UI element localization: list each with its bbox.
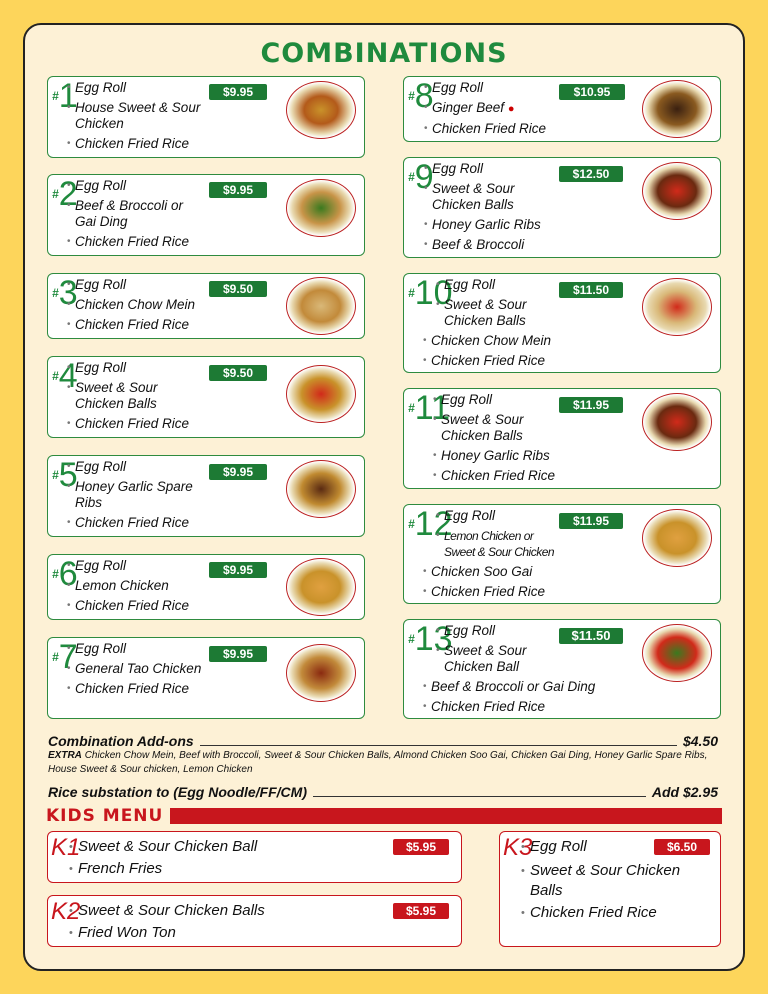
kids-card-k3 <box>499 831 721 947</box>
combo-item: • Ginger Beef ● <box>432 100 572 117</box>
combo-item: • Egg Roll <box>441 392 561 408</box>
price-badge: $9.95 <box>209 646 267 662</box>
combo-item: • Egg Roll <box>75 459 205 475</box>
combo-number: 10 <box>414 274 453 312</box>
kids-price-badge: $5.95 <box>393 903 449 919</box>
combo-item: • Egg Roll <box>75 178 205 194</box>
price-badge: $10.95 <box>559 84 625 100</box>
food-photo <box>642 278 712 336</box>
combo-item: • Sweet & Sour Chicken Balls <box>444 297 564 329</box>
kids-number: K1 <box>51 834 81 861</box>
combo-number: 5 <box>58 456 78 494</box>
combo-number: 12 <box>414 505 453 543</box>
combo-card-5: #5 • Egg Roll • Honey Garlic Spare Ribs • Chicken Fried Rice $9.95 <box>47 455 365 537</box>
food-photo <box>286 365 356 423</box>
combo-item: • Honey Garlic Ribs <box>432 217 552 233</box>
combo-item: • Beef & Broccoli or Gai Ding <box>75 198 205 230</box>
combo-card-7: #7 • Egg Roll • General Tao Chicken • Chicken Fried Rice $9.95 <box>47 637 365 719</box>
food-photo <box>642 509 712 567</box>
kids-card-k1 <box>47 831 462 883</box>
price-badge: $9.50 <box>209 281 267 297</box>
combo-item: • General Tao Chicken <box>75 661 205 677</box>
combo-item: • Lemon Chicken or Sweet & Sour Chicken <box>444 528 564 560</box>
combo-item: • Chicken Fried Rice <box>431 699 564 715</box>
combo-item: • Egg Roll <box>75 558 215 574</box>
kids-price-badge: $5.95 <box>393 839 449 855</box>
combo-card-12: #12 • Egg Roll • Lemon Chicken or Sweet & Sour Chicken • Chicken Soo Gai • Chicken Fried Rice $11.95 <box>403 504 721 604</box>
price-badge: $9.95 <box>209 84 267 100</box>
combo-item: • Egg Roll <box>75 277 215 293</box>
combo-number: 6 <box>58 555 78 593</box>
combo-item: • Chicken Fried Rice <box>431 353 564 369</box>
addons-label: Combination Add-ons <box>48 733 194 749</box>
addons-price: $4.50 <box>682 733 718 749</box>
combo-card-13: #13 • Egg Roll • Sweet & Sour Chicken Ball • Beef & Broccoli or Gai Ding • Chicken Fried Rice $11.50 <box>403 619 721 719</box>
combo-number: 11 <box>414 389 450 427</box>
combo-item: • Egg Roll <box>432 161 552 177</box>
combo-item: • Sweet & Sour Chicken Ball <box>444 643 564 675</box>
food-photo <box>642 162 712 220</box>
combo-card-4: #4 • Egg Roll • Sweet & Sour Chicken Balls • Chicken Fried Rice $9.50 <box>47 356 365 438</box>
food-photo <box>286 460 356 518</box>
combo-item: • Beef & Broccoli or Gai Ding <box>431 679 611 695</box>
combo-card-2: #2 • Egg Roll • Beef & Broccoli or Gai Ding • Chicken Fried Rice $9.95 <box>47 174 365 256</box>
food-photo <box>642 80 712 138</box>
combo-item: • Chicken Fried Rice <box>432 121 572 137</box>
combo-item: • Chicken Soo Gai <box>431 564 584 580</box>
combo-item: • Chicken Chow Mein <box>431 333 564 349</box>
food-photo <box>642 393 712 451</box>
rice-substitution-label: Rice substation to (Egg Noodle/FF/CM) <box>48 784 307 800</box>
combo-item: • Chicken Fried Rice <box>75 416 205 432</box>
price-badge: $12.50 <box>559 166 623 182</box>
kids-card-k2 <box>47 895 462 947</box>
combo-item: • Chicken Fried Rice <box>75 234 205 250</box>
price-badge: $11.95 <box>559 397 623 413</box>
kids-item: • Fried Won Ton <box>78 923 265 943</box>
price-badge: $9.95 <box>209 182 267 198</box>
combo-card-10: #10 • Egg Roll • Sweet & Sour Chicken Balls • Chicken Chow Mein • Chicken Fried Rice $11.50 <box>403 273 721 373</box>
combo-card-6: #6 • Egg Roll • Lemon Chicken • Chicken Fried Rice $9.95 <box>47 554 365 620</box>
combo-item: • Chicken Fried Rice <box>75 598 215 614</box>
combo-item: • Egg Roll <box>444 277 564 293</box>
combo-card-9: #9 • Egg Roll • Sweet & Sour Chicken Balls • Honey Garlic Ribs • Beef & Broccoli $12.50 <box>403 157 721 258</box>
price-badge: $11.50 <box>559 282 623 298</box>
combo-item: • Egg Roll <box>75 80 215 96</box>
combo-item: • Egg Roll <box>75 360 205 376</box>
combo-number: 4 <box>58 357 78 395</box>
combo-item: • Sweet & Sour Chicken Balls <box>432 181 552 213</box>
combo-item: • Sweet & Sour Chicken Balls <box>441 412 561 444</box>
spicy-icon: ● <box>507 103 515 115</box>
combo-item: • Honey Garlic Ribs <box>441 448 561 464</box>
combo-item: • Sweet & Sour Chicken Balls <box>75 380 205 412</box>
combo-number: 3 <box>58 274 78 312</box>
combo-item: • Lemon Chicken <box>75 578 215 594</box>
combo-card-1: #1 • Egg Roll • House Sweet & Sour Chicken • Chicken Fried Rice $9.95 <box>47 76 365 158</box>
combo-number: 2 <box>58 175 78 213</box>
combo-number: 13 <box>414 620 453 658</box>
combo-item: • Honey Garlic Spare Ribs <box>75 479 205 511</box>
food-photo <box>286 179 356 237</box>
kids-item: • Chicken Fried Rice <box>530 903 700 923</box>
kids-item: • Sweet & Sour Chicken Balls <box>78 901 265 921</box>
combo-item: • Chicken Fried Rice <box>431 584 584 600</box>
combo-item: • Chicken Fried Rice <box>75 515 205 531</box>
combo-item: • Egg Roll <box>432 80 572 96</box>
combo-item: • Chicken Fried Rice <box>441 468 561 484</box>
combo-item: • Chicken Fried Rice <box>75 136 215 152</box>
food-photo <box>286 644 356 702</box>
combo-item: • Beef & Broccoli <box>432 237 552 253</box>
combo-card-8: #8 • Egg Roll • Ginger Beef ● • Chicken Fried Rice $10.95 <box>403 76 721 142</box>
addons-section <box>48 733 718 800</box>
price-badge: $9.95 <box>209 464 267 480</box>
combo-item: • Chicken Fried Rice <box>75 681 205 697</box>
food-photo <box>642 624 712 682</box>
combo-number: 1 <box>58 77 78 115</box>
combo-number: 7 <box>58 638 78 676</box>
price-badge: $11.50 <box>559 628 623 644</box>
combo-item: • Chicken Fried Rice <box>75 317 215 333</box>
combo-item: • Egg Roll <box>444 623 564 639</box>
food-photo <box>286 277 356 335</box>
kids-menu-title: KIDS MENU <box>46 806 164 826</box>
page-title: COMBINATIONS <box>260 38 508 69</box>
combo-card-3: #3 • Egg Roll • Chicken Chow Mein • Chicken Fried Rice $9.50 <box>47 273 365 339</box>
combo-number: 9 <box>414 158 434 196</box>
combo-number: 8 <box>414 77 434 115</box>
kids-item: • Egg Roll <box>530 837 700 857</box>
combo-item: • Egg Roll <box>75 641 205 657</box>
food-photo <box>286 81 356 139</box>
price-badge: $11.95 <box>559 513 623 529</box>
kids-number: K3 <box>503 834 533 861</box>
addons-extra: EXTRA Chicken Chow Mein, Beef with Broccoli, Sweet & Sour Chicken Balls, Almond Chicken Soo Gai, Chicken Gai Ding, Honey Garlic Spare Ribs, House Sweet & Sour chicken, Lemon Chicken <box>48 750 708 775</box>
kids-price-badge: $6.50 <box>654 839 710 855</box>
rice-substitution-price: Add $2.95 <box>651 784 718 800</box>
combo-item: • Chicken Chow Mein <box>75 297 215 313</box>
combo-item: • House Sweet & Sour Chicken <box>75 100 215 132</box>
kids-item: • French Fries <box>78 859 257 879</box>
price-badge: $9.95 <box>209 562 267 578</box>
combo-card-11: #11 • Egg Roll • Sweet & Sour Chicken Balls • Honey Garlic Ribs • Chicken Fried Rice $11.95 <box>403 388 721 489</box>
price-badge: $9.50 <box>209 365 267 381</box>
combo-item: • Egg Roll <box>444 508 584 524</box>
kids-menu-divider <box>170 808 722 824</box>
food-photo <box>286 558 356 616</box>
kids-item: • Sweet & Sour Chicken Balls <box>530 861 700 901</box>
kids-number: K2 <box>51 898 81 925</box>
kids-item: • Sweet & Sour Chicken Ball <box>78 837 257 857</box>
